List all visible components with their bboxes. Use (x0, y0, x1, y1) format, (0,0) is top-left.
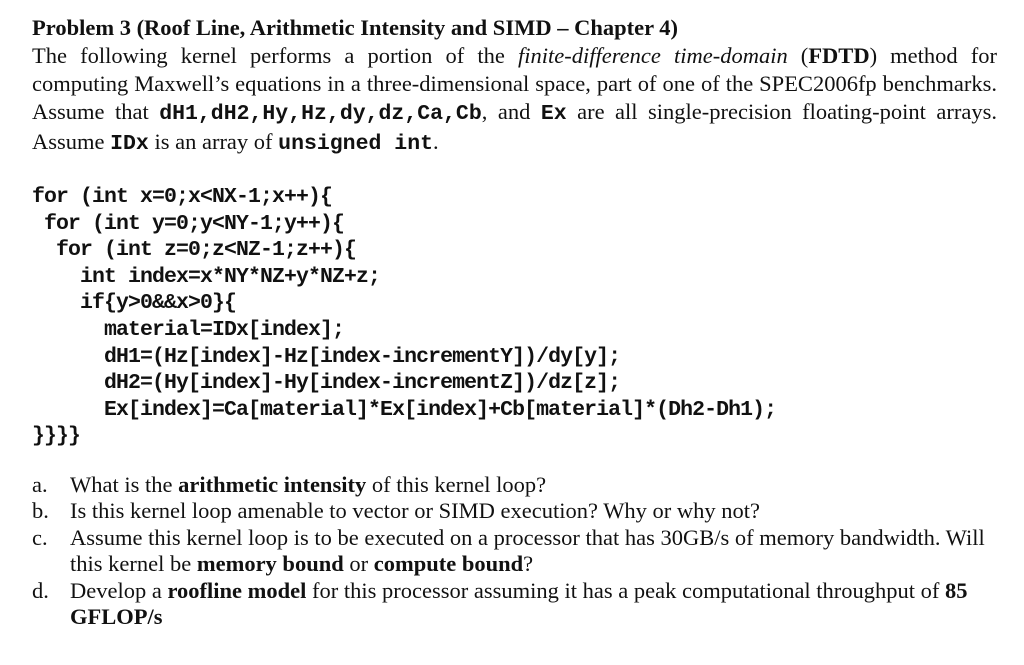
code-line: int index=x*NY*NZ+y*NZ+z; (32, 264, 381, 289)
question-text: for this processor assuming it has a peak computational throughput of (306, 577, 946, 603)
question-bold-term: roofline model (167, 577, 307, 603)
question-label: d. (32, 577, 49, 603)
question-label: c. (32, 524, 48, 550)
question-text: Assume this kernel loop is to be executed on a processor that has 30GB/s of memory bandwidth. Will this kernel be (70, 524, 985, 577)
question-text: or (343, 551, 374, 577)
code-line: if{y>0&&x>0}{ (32, 291, 237, 316)
question-bold-term: 85 GFLOP/s (70, 577, 968, 630)
problem-page (32, 14, 997, 631)
code-line: for (int x=0;x<NX-1;x++){ (32, 185, 333, 209)
intro-text-1: The following kernel performs a portion of the (32, 43, 518, 68)
ex-array-code: Ex (540, 102, 567, 126)
question-text: What is the (70, 471, 179, 497)
code-line: dH1=(Hz[index]-Hz[index-incrementY])/dy[y]; (32, 344, 621, 369)
code-line: Ex[index]=Ca[material]*Ex[index]+Cb[material]*(Dh2-Dh1); (32, 397, 777, 422)
intro-text-2: ( (787, 43, 809, 68)
question-bold-term: arithmetic intensity (178, 471, 367, 497)
unsigned-int-code: unsigned int (278, 132, 433, 156)
question-label: b. (32, 498, 49, 524)
intro-text-3: ) method for computing Maxwell’s equations in a three-dimensional space, part of one of the SPEC2006fp benchmarks. Assume that (32, 43, 997, 124)
code-line: }}}} (32, 424, 81, 449)
idx-array-code: IDx (110, 132, 149, 156)
question-bold-term: compute bound (373, 551, 524, 577)
question-item (32, 498, 997, 525)
problem-intro (32, 42, 997, 158)
intro-text-7: . (433, 129, 439, 154)
code-line: for (int z=0;z<NZ-1;z++){ (32, 238, 357, 263)
question-bold-term: memory bound (196, 551, 344, 577)
fdtd-full-name: finite-difference time-domain (518, 43, 788, 68)
question-text: ? (523, 551, 534, 577)
intro-text-4: , and (481, 99, 541, 124)
question-item (32, 525, 997, 578)
question-text: Is this kernel loop amenable to vector or SIMD execution? Why or why not? (70, 498, 761, 524)
code-line: for (int y=0;y<NY-1;y++){ (32, 211, 345, 236)
kernel-code-block (32, 184, 997, 450)
question-item (32, 472, 997, 499)
code-line: material=IDx[index]; (32, 317, 345, 342)
fdtd-abbreviation: FDTD (808, 43, 870, 68)
question-text: Develop a (70, 577, 168, 603)
problem-title: Problem 3 (Roof Line, Arithmetic Intensity and SIMD – Chapter 4) (32, 15, 679, 40)
question-item (32, 578, 997, 631)
question-list (32, 472, 997, 631)
question-text: of this kernel loop? (366, 471, 547, 497)
intro-text-6: is an array of (148, 129, 279, 154)
question-label: a. (32, 471, 48, 497)
intro-text-5: are all single-precision floating-point arrays. Assume (32, 99, 997, 154)
code-line: dH2=(Hy[index]-Hy[index-incrementZ])/dz[z]; (32, 371, 621, 396)
array-list-code: dH1,dH2,Hy,Hz,dy,dz,Ca,Cb (159, 102, 482, 126)
